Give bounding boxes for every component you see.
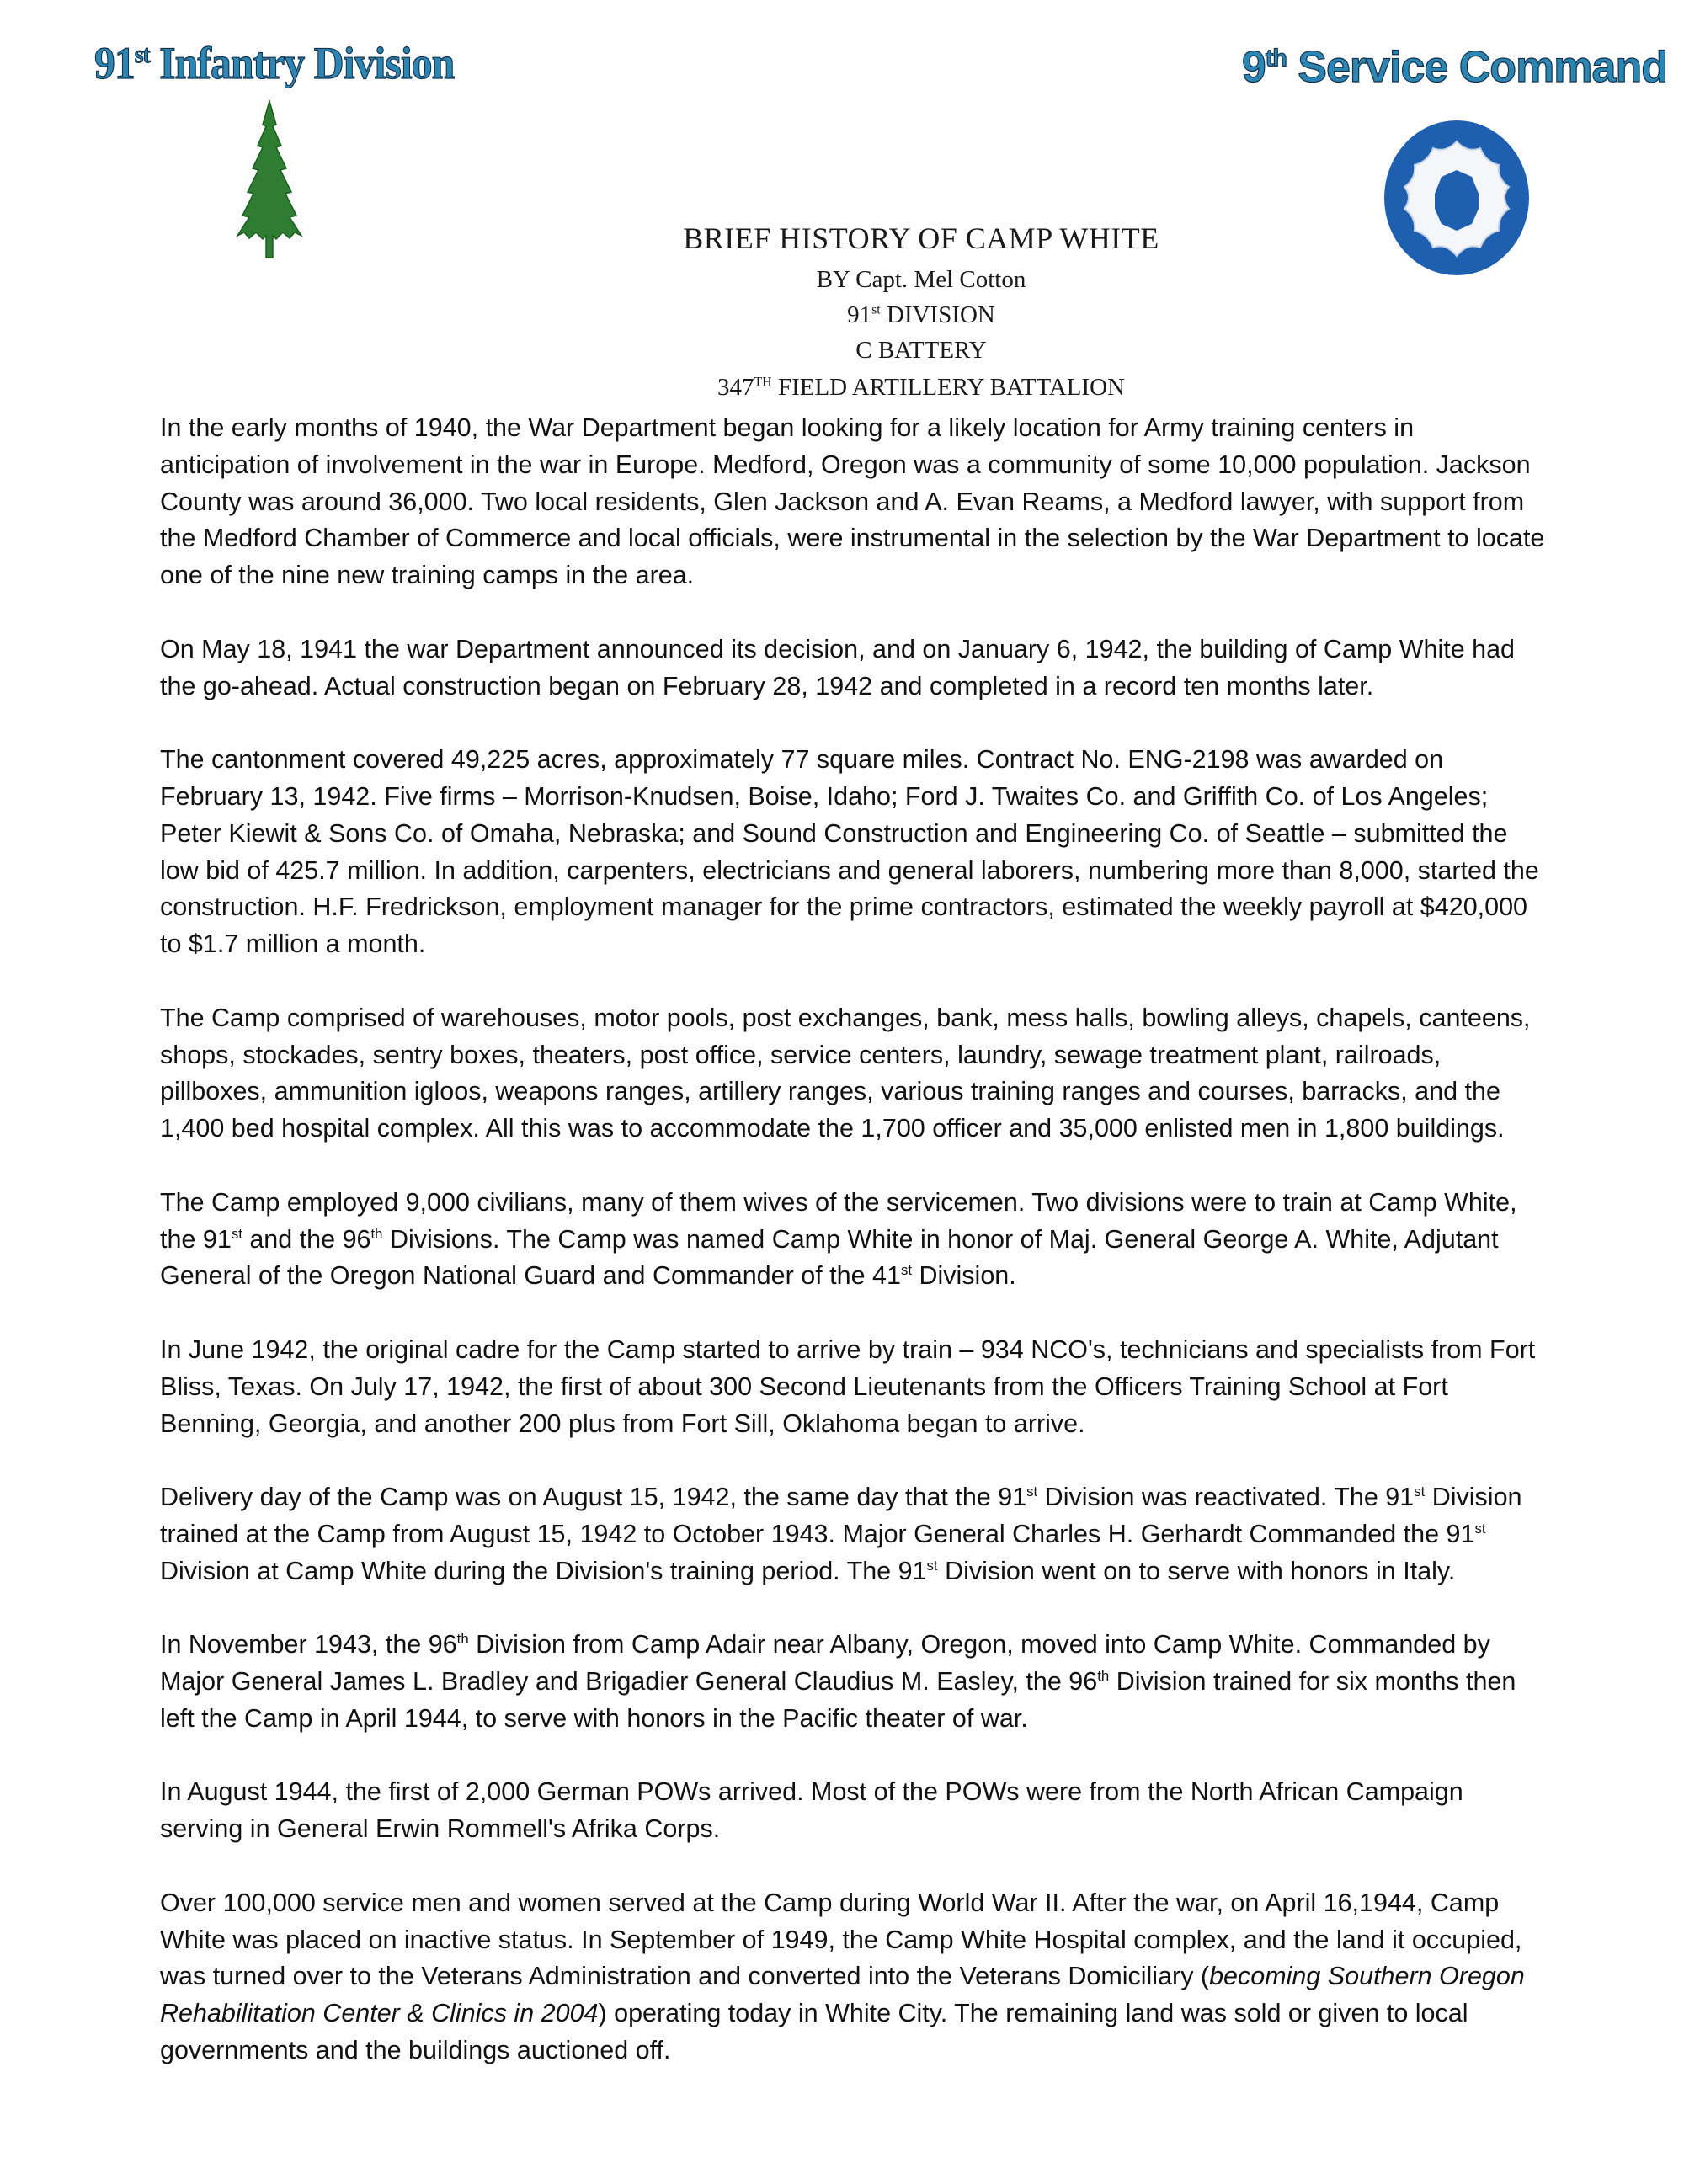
text-segment: Division was reactivated. The 91 (1037, 1483, 1415, 1512)
text-line (160, 1479, 1544, 1516)
header-9th-service-command (1242, 42, 1667, 93)
document-body (160, 410, 1544, 2107)
text-line (160, 1627, 1544, 1664)
text-line: low bid of 425.7 million. In addition, carpenters, electricians and general laborers, numbering more than 8,000, started the (160, 855, 1539, 885)
text-line: The cantonment covered 49,225 acres, approximately 77 square miles. Contract No. ENG-2198 was awarded on (160, 745, 1444, 775)
ordinal-suffix: st (1474, 1520, 1486, 1537)
unit-division-text: DIVISION (880, 301, 995, 328)
text-line: serving in General Erwin Rommell's Afrika Corps. (160, 1814, 721, 1844)
text-line: construction. H.F. Fredrickson, employment manager for the prime contractors, estimated the weekly payroll at $420,000 (160, 892, 1528, 922)
text-segment: ) operating today in White City. The remaining land was sold or given to local (598, 1999, 1468, 2028)
text-line (160, 1958, 1544, 1995)
text-line: In the early months of 1940, the War Department began looking for a likely location for Army training centers in (160, 413, 1415, 442)
text-line: anticipation of involvement in the war in Europe. Medford, Oregon was a community of some 10,000 population. Jackson (160, 450, 1531, 479)
text-line: February 13, 1942. Five firms – Morrison-Knudsen, Boise, Idaho; Ford J. Twaites Co. and Griffith Co. of Los Angeles; (160, 781, 1489, 811)
paragraph (160, 1627, 1544, 1737)
italic-text: becoming Southern Oregon (1209, 1962, 1525, 1991)
text-segment: was turned over to the Veterans Administration and converted into the Veterans Domiciliary ( (160, 1962, 1210, 1991)
text-segment: Delivery day of the Camp was on August 15, 1942, the same day that the 91 (160, 1483, 1027, 1512)
header-right-text: Service Command (1286, 43, 1667, 92)
text-line (160, 1222, 1544, 1259)
ordinal-suffix: th (1097, 1667, 1110, 1684)
text-line: Benning, Georgia, and another 200 plus from Fort Sill, Oklahoma began to arrive. (160, 1409, 1085, 1438)
ordinal-suffix: st (1414, 1483, 1426, 1500)
text-line: the go-ahead. Actual construction began on February 28, 1942 and completed in a record ten months later. (160, 671, 1374, 700)
text-line: The Camp comprised of warehouses, motor pools, post exchanges, bank, mess halls, bowling alleys, chapels, canteens, (160, 1003, 1531, 1032)
text-line (160, 1553, 1544, 1590)
paragraph (160, 1885, 1544, 2069)
text-line: The Camp employed 9,000 civilians, many of them wives of the servicemen. Two divisions were to train at Camp White, (160, 1187, 1517, 1217)
ordinal-suffix: st (1026, 1483, 1038, 1500)
unit-division (0, 301, 1684, 329)
text-line: White was placed on inactive status. In September of 1949, the Camp White Hospital complex, and the land it occupied, (160, 1925, 1522, 1954)
text-segment: Division trained for six months then (1109, 1667, 1516, 1697)
text-segment: trained at the Camp from August 15, 1942 to October 1943. Major General Charles H. Gerhardt Commanded the 91 (160, 1519, 1475, 1548)
text-line (160, 1516, 1544, 1553)
unit-battery: C BATTERY (855, 337, 987, 364)
header-right-number: 9 (1241, 43, 1266, 92)
text-segment: Division. (912, 1261, 1016, 1291)
text-segment: Divisions. The Camp was named Camp White in honor of Maj. General George A. White, Adjutant (382, 1224, 1499, 1254)
paragraph (160, 1479, 1544, 1590)
header-left-number: 91 (94, 38, 135, 88)
text-segment: Major General James L. Bradley and Brigadier General Claudius M. Easley, the 96 (160, 1667, 1098, 1697)
text-line: one of the nine new training camps in the area. (160, 561, 695, 590)
unit-battalion-text: FIELD ARTILLERY BATTALION (771, 374, 1126, 401)
text-segment: Division at Camp White during the Division's training period. The 91 (160, 1556, 927, 1585)
text-line: In August 1944, the first of 2,000 German POWs arrived. Most of the POWs were from the North African Campaign (160, 1777, 1463, 1807)
ordinal-suffix: th (456, 1631, 469, 1648)
text-line: County was around 36,000. Two local residents, Glen Jackson and A. Evan Reams, a Medford lawyer, with support from (160, 487, 1525, 516)
text-line: Bliss, Texas. On July 17, 1942, the first of about 300 Second Lieutenants from the Officers Training School at Fort (160, 1372, 1448, 1401)
text-line (160, 1995, 1544, 2032)
document-title: BRIEF HISTORY OF CAMP WHITE (683, 221, 1159, 255)
text-line (160, 1664, 1544, 1701)
paragraph (160, 410, 1544, 594)
text-segment: Division (1425, 1483, 1522, 1512)
text-line: Peter Kiewit & Sons Co. of Omaha, Nebraska; and Sound Construction and Engineering Co. of Seattle – submitted the (160, 818, 1508, 848)
unit-battalion-number: 347 (717, 374, 754, 401)
header-left-text: Infantry Division (149, 38, 455, 88)
text-segment: In November 1943, the 96 (160, 1630, 457, 1659)
ordinal-suffix: st (900, 1262, 912, 1279)
byline: BY Capt. Mel Cotton (816, 266, 1026, 293)
text-segment: Division went on to serve with honors in Italy. (937, 1556, 1456, 1585)
text-line: shops, stockades, sentry boxes, theaters, post office, service centers, laundry, sewage treatment plant, railroads, (160, 1040, 1442, 1069)
text-line: In June 1942, the original cadre for the Camp started to arrive by train – 934 NCO's, technicians and specialists from Fort (160, 1334, 1536, 1364)
paragraph (160, 631, 1544, 706)
text-line: the Medford Chamber of Commerce and local officials, were instrumental in the selection by the War Department to locate (160, 524, 1545, 553)
text-line: governments and the buildings auctioned off. (160, 2036, 671, 2065)
unit-division-suffix: st (871, 302, 881, 317)
unit-battalion (0, 374, 1684, 402)
text-line: to $1.7 million a month. (160, 930, 426, 959)
text-segment: the 91 (160, 1224, 232, 1254)
italic-text: Rehabilitation Center & Clinics in 2004 (160, 1999, 599, 2028)
header-right-suffix: th (1265, 45, 1287, 72)
paragraph (160, 1774, 1544, 1848)
text-line: On May 18, 1941 the war Department announced its decision, and on January 6, 1942, the building of Camp White had (160, 634, 1516, 663)
ordinal-suffix: st (926, 1557, 938, 1574)
ordinal-suffix: st (231, 1225, 242, 1242)
unit-battalion-suffix: TH (754, 375, 772, 390)
text-segment: and the 96 (242, 1224, 371, 1254)
text-line: Over 100,000 service men and women served at the Camp during World War II. After the war, on April 16,1944, Camp (160, 1888, 1500, 1917)
header-91st-infantry-division (94, 37, 454, 89)
text-segment: Division from Camp Adair near Albany, Oregon, moved into Camp White. Commanded by (468, 1630, 1490, 1659)
paragraph (160, 1000, 1544, 1148)
text-line: left the Camp in April 1944, to serve with honors in the Pacific theater of war. (160, 1703, 1028, 1733)
paragraph (160, 742, 1544, 963)
text-segment: General of the Oregon National Guard and Commander of the 41 (160, 1261, 901, 1291)
text-line: pillboxes, ammunition igloos, weapons ranges, artillery ranges, various training ranges and courses, barracks, and the (160, 1077, 1500, 1106)
paragraph (160, 1185, 1544, 1295)
unit-division-number: 91 (847, 301, 872, 328)
text-line (160, 1258, 1544, 1295)
text-line: 1,400 bed hospital complex. All this was to accommodate the 1,700 officer and 35,000 enlisted men in 1,800 buildings. (160, 1114, 1505, 1143)
header-left-suffix: st (134, 41, 150, 68)
ordinal-suffix: th (370, 1225, 383, 1242)
paragraph (160, 1332, 1544, 1442)
